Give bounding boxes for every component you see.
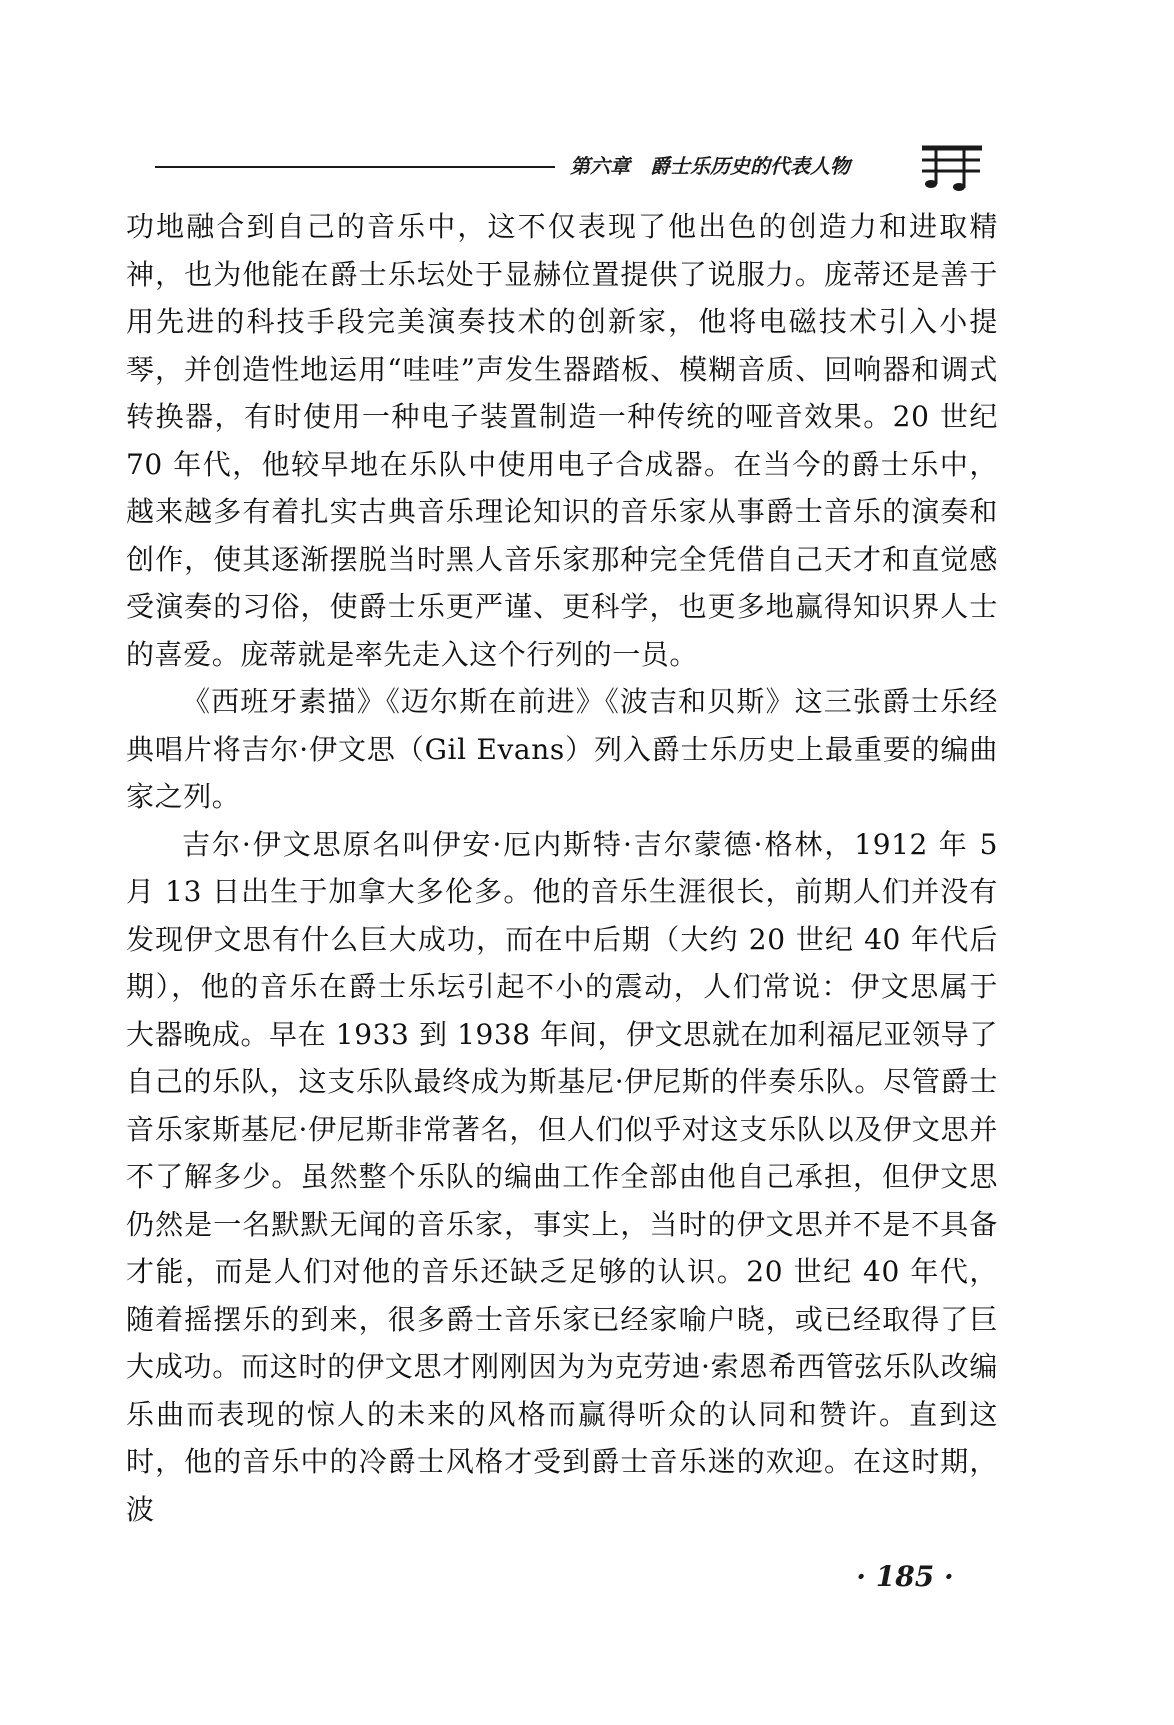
header-rule <box>155 166 555 168</box>
paragraph-1: 功地融合到自己的音乐中，这不仅表现了他出色的创造力和进取精神，也为他能在爵士乐坛处于显赫位置提供了说服力。庞蒂还是善于用先进的科技手段完美演奏技术的创新家，他将电磁技术引入小提琴，并创造性地运用“哇哇”声发生器踏板、模糊音质、回响器和调式转换器，有时使用一种电子装置制造一种传统的哑音效果。20 世纪 70 年代，他较早地在乐队中使用电子合成器。在当今的爵士乐中，越来越多有着扎实古典音乐理论知识的音乐家从事爵士音乐的演奏和创作，使其逐渐摆脱当时黑人音乐家那种完全凭借自己天才和直觉感受演奏的习俗，使爵士乐更严谨、更科学，也更多地赢得知识界人士的喜爱。庞蒂就是率先走入这个行列的一员。 <box>126 210 998 671</box>
music-staff-icon <box>922 140 982 192</box>
running-head: 第六章 爵士乐历史的代表人物 <box>570 154 850 178</box>
paragraph-2: 《西班牙素描》《迈尔斯在前进》《波吉和贝斯》这三张爵士乐经典唱片将吉尔·伊文思（Gil Evans）列入爵士乐历史上最重要的编曲家之列。 <box>126 685 998 813</box>
page-number: · 185 · <box>856 1560 954 1593</box>
paragraph-3: 吉尔·伊文思原名叫伊安·厄内斯特·吉尔蒙德·格林，1912 年 5 月 13 日出生于加拿大多伦多。他的音乐生涯很长，前期人们并没有发现伊文思有什么巨大成功，而在中后期（大约 20 世纪 40 年代后期），他的音乐在爵士乐坛引起不小的震动，人们常说：伊文思属于大器晚成。早在 1933 到 1938 年间，伊文思就在加利福尼亚领导了自己的乐队，这支乐队最终成为斯基尼·伊尼斯的伴奏乐队。尽管爵士音乐家斯基尼·伊尼斯非常著名，但人们似乎对这支乐队以及伊文思并不了解多少。虽然整个乐队的编曲工作全部由他自己承担，但伊文思仍然是一名默默无闻的音乐家，事实上，当时的伊文思并不是不具备才能，而是人们对他的音乐还缺乏足够的认识。20 世纪 40 年代，随着摇摆乐的到来，很多爵士音乐家已经家喻户晓，或已经取得了巨大成功。而这时的伊文思才刚刚因为为克劳迪·索恩希西管弦乐队改编乐曲而表现的惊人的未来的风格而赢得听众的认同和赞许。直到这时，他的音乐中的冷爵士风格才受到爵士音乐迷的欢迎。在这时期，波 <box>126 827 998 1526</box>
body-text <box>126 203 998 1533</box>
